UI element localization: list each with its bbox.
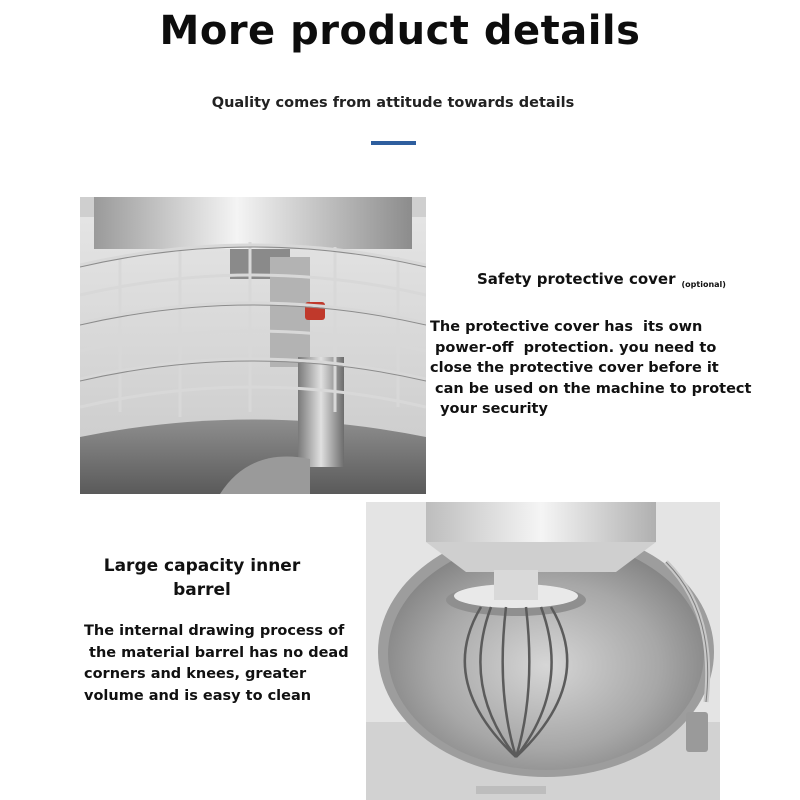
optional-note: (optional) [681, 280, 726, 289]
safety-cover-description: The protective cover has its own power-off protection. you need to close the protective cover before it can be used on the machine to protect your security [430, 319, 752, 417]
safety-cover-photo [80, 197, 426, 494]
barrel-heading: Large capacity inner barrel [103, 556, 301, 600]
page-subtitle: Quality comes from attitude towards details [211, 95, 575, 111]
mixer-safety-cover-photo-icon [80, 197, 426, 494]
barrel-description: The internal drawing process of the material barrel has no dead corners and knees, greater volume and is easy to clean [84, 623, 349, 704]
safety-cover-heading-text: Safety protective cover [477, 270, 676, 288]
inner-barrel-photo [366, 502, 720, 800]
mixer-bowl-whisk-photo-icon [366, 502, 720, 800]
accent-divider [371, 141, 416, 145]
page-title: More product details [159, 8, 641, 54]
safety-cover-heading [477, 270, 726, 289]
